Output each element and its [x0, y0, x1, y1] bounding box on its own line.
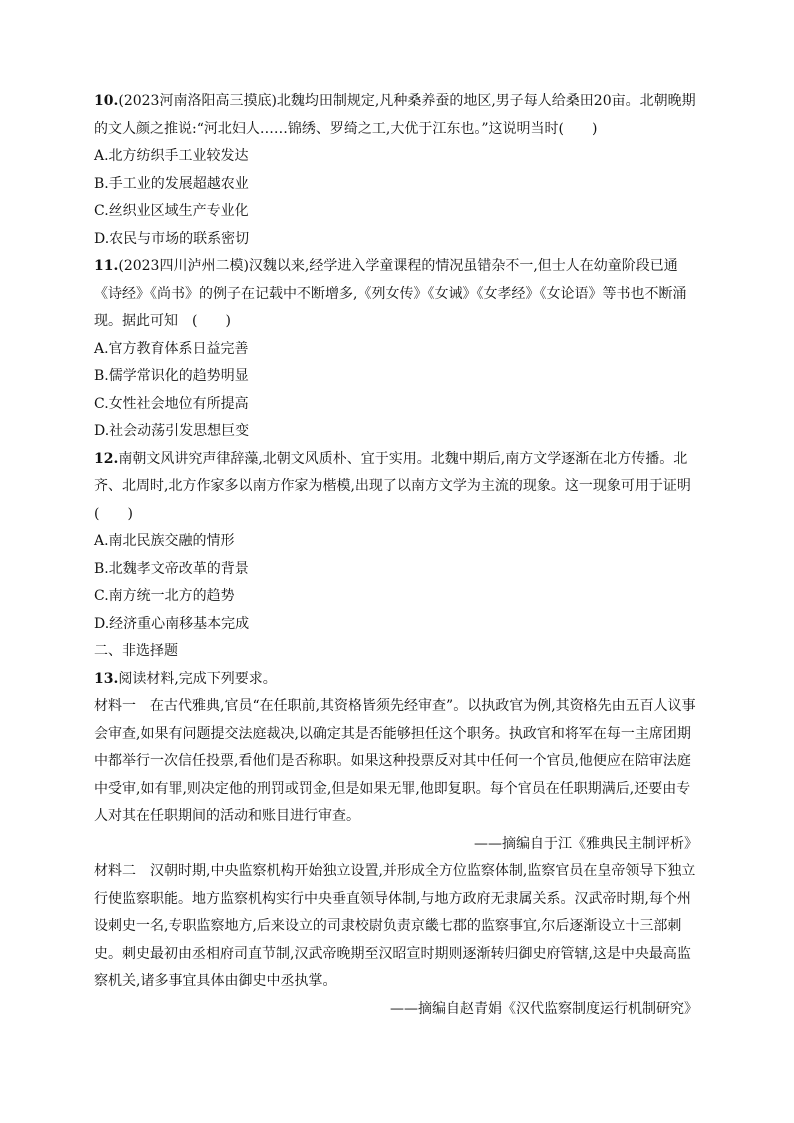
question-stem: 南朝文风讲究声律辞藻,北朝文风质朴、宜于实用。北魏中期后,南方文学逐渐在北方传播。北齐、北周时,北方作家多以南方作家为楷模,出现了以南方文学为主流的现象。这一现象可用于证明 ( ) [94, 450, 789, 522]
question-number: 10. [94, 93, 119, 109]
option-a: A.官方教育体系日益完善 [94, 340, 249, 357]
material-1-source: ——摘编自于江《雅典民主制评析》 [474, 835, 698, 852]
section-heading: 二、非选择题 [94, 643, 178, 659]
option-a: A.北方纺织手工业较发达 [94, 148, 249, 164]
option-c: C.女性社会地位有所提高 [94, 395, 249, 412]
material-2-source: ——摘编自赵青娟《汉代监察制度运行机制研究》 [390, 1000, 698, 1017]
option-b: B.北魏孝文帝改革的背景 [94, 560, 249, 577]
option-a: A.南北民族交融的情形 [94, 533, 235, 549]
question-stem: (2023河南洛阳高三摸底)北魏均田制规定,凡种桑养蚕的地区,男子每人给桑田20亩。北朝晚期的文人颜之推说:“河北妇人……锦绣、罗绮之工,大优于江东也。”这说明当时( ) [94, 93, 696, 137]
question-stem: (2023四川泸州二模)汉魏以来,经学进入学童课程的情况虽错杂不一,但士人在幼童阶段已通《诗经》《尚书》的例子在记载中不断增多,《列女传》《女诫》《女孝经》《女论语》等书也不断涌现。据此可知 ( ) [94, 258, 687, 329]
question-10 [94, 88, 698, 143]
option-c: C.南方统一北方的趋势 [94, 588, 235, 604]
option-d: D.经济重心南移基本完成 [94, 615, 250, 632]
question-12 [94, 446, 789, 529]
option-c: C.丝织业区域生产专业化 [94, 203, 249, 219]
document-page [94, 88, 789, 1023]
question-stem: 阅读材料,完成下列要求。 [118, 670, 277, 687]
material-1: 材料一 在古代雅典,官员“在任职前,其资格皆须先经审查”。以执政官为例,其资格先由五百人议事会审查,如果有问题提交法庭裁决,以确定其是否能够担任这个职务。执政官和将军在每一主席团期中都举行一次信任投票,看他们是否称职。如果这种投票反对其中任何一个官员,他便应在陪审法庭中受审,如有罪,则决定他的刑罚或罚金,但是如果无罪,他即复职。每个官员在任职期满后,还要由专人对其在任职期间的活动和账目进行审查。 [94, 698, 696, 824]
question-11 [94, 253, 698, 336]
question-number: 12. [94, 450, 119, 467]
question-13 [94, 666, 698, 694]
option-b: B.儒学常识化的趋势明显 [94, 368, 249, 384]
question-number: 13. [94, 670, 119, 687]
question-number: 11. [94, 258, 119, 274]
option-b: B.手工业的发展超越农业 [94, 175, 249, 192]
option-d: D.社会动荡引发思想巨变 [94, 423, 250, 439]
option-d: D.农民与市场的联系密切 [94, 230, 250, 247]
material-2: 材料二 汉朝时期,中央监察机构开始独立设置,并形成全方位监察体制,监察官员在皇帝领导下独立行使监察职能。地方监察机构实行中央垂直领导体制,与地方政府无隶属关系。汉武帝时期,每个州设刺史一名,专职监察地方,后来设立的司隶校尉负责京畿七郡的监察事宜,尔后逐渐设立十三部刺史。刺史最初由丞相府司直节制,汉武帝晚期至汉昭宣时期则逐渐转归御史府管辖,这是中央最高监察机关,诸多事宜具体由御史中丞执掌。 [94, 863, 696, 989]
